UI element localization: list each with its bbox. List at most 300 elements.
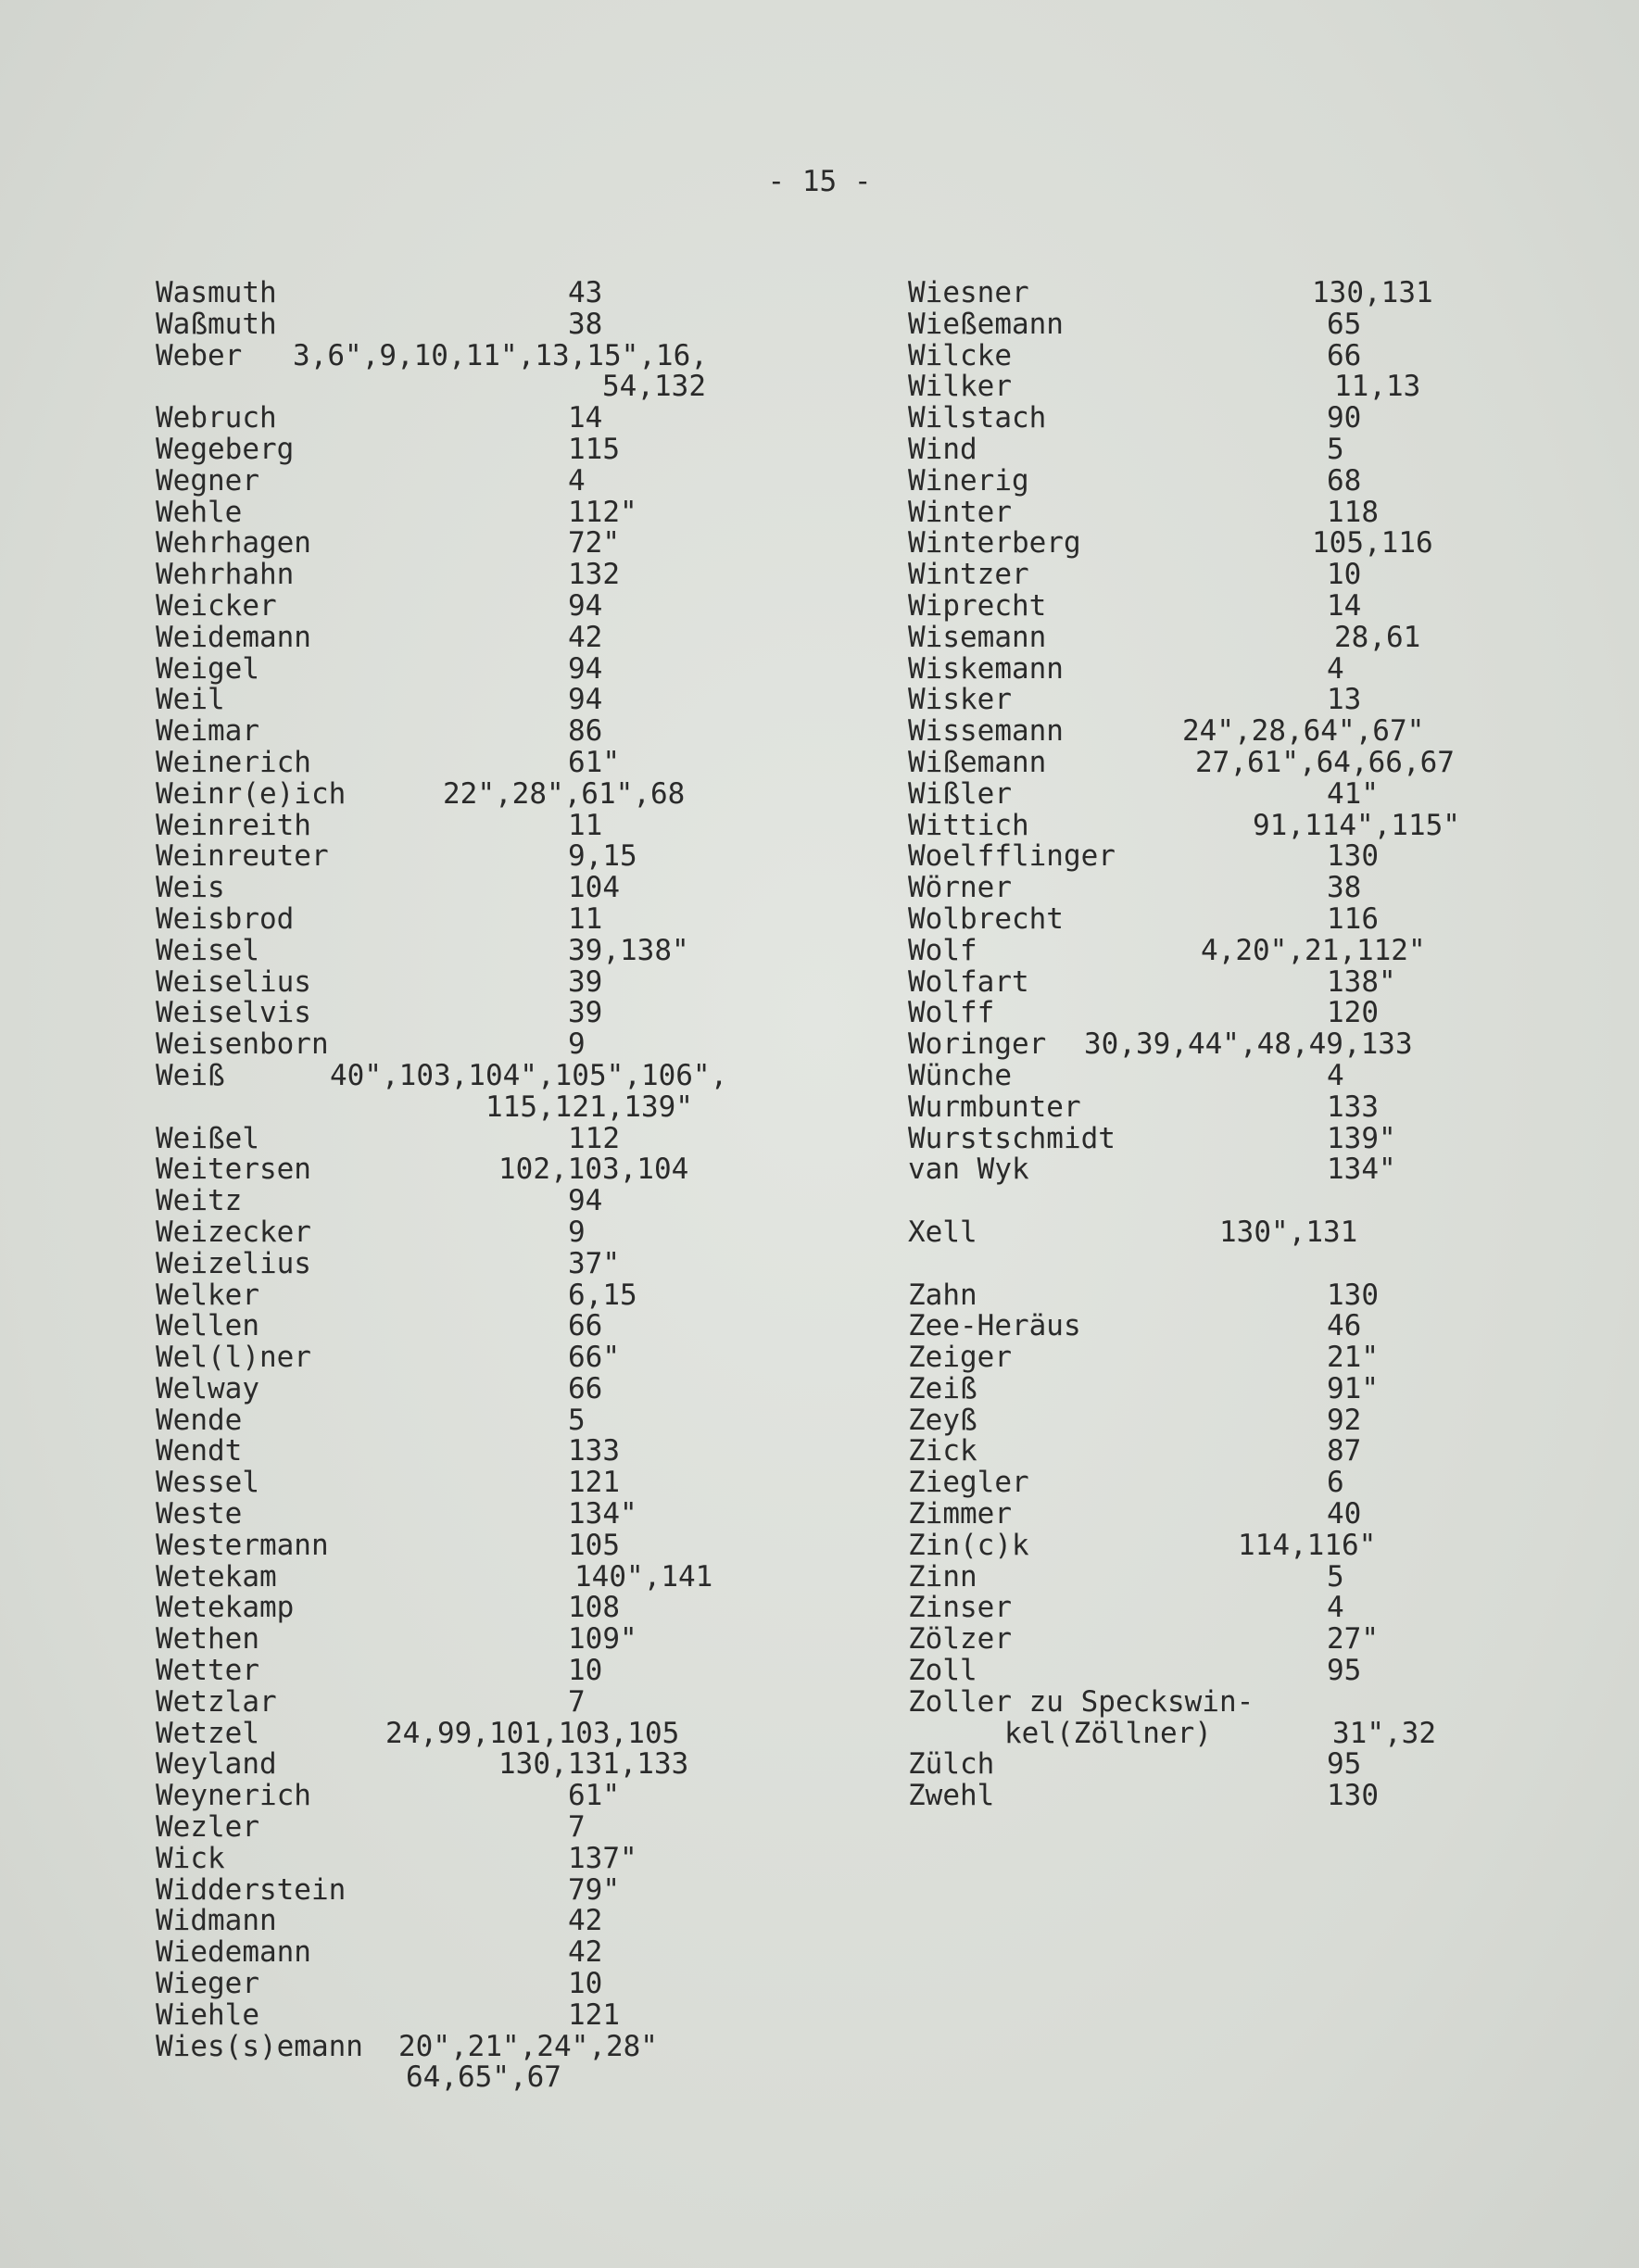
- entry-name: Wetekamp: [156, 1591, 295, 1625]
- entry-name: Zwehl: [908, 1779, 995, 1813]
- index-entry: [908, 685, 1501, 716]
- index-entry: [908, 278, 1501, 309]
- entry-pages: 133: [1327, 1090, 1379, 1124]
- entry-name: Weisel: [156, 933, 259, 967]
- entry-pages: 139": [1327, 1121, 1396, 1155]
- entry-pages: 21": [1327, 1341, 1379, 1375]
- index-entry: [908, 528, 1501, 560]
- entry-pages: 7: [568, 1810, 586, 1845]
- index-entry: [908, 745, 1501, 779]
- entry-pages: 14: [1327, 588, 1362, 623]
- entry-name: Wolfart: [908, 964, 1029, 999]
- entry-name: Wißler: [908, 776, 1012, 811]
- index-entry: [156, 2062, 823, 2094]
- entry-name: Wieger: [156, 1967, 259, 2001]
- entry-name: Wießemann: [908, 307, 1064, 341]
- entry-name: Wel(l)ner: [156, 1341, 311, 1375]
- entry-name: Wiprecht: [908, 588, 1047, 623]
- entry-name: Webruch: [156, 401, 277, 435]
- entry-pages: 3,6",9,10,11",13,15",16,: [293, 338, 708, 372]
- entry-pages: 95: [1327, 1747, 1362, 1782]
- entry-name: Zülch: [908, 1747, 995, 1782]
- index-entry: [156, 1121, 823, 1155]
- index-entry: [156, 841, 823, 873]
- entry-pages: 54,132: [602, 370, 706, 404]
- entry-name: Zick: [908, 1434, 977, 1468]
- entry-name: Wies(s)emann: [156, 2029, 363, 2063]
- entry-name: Wiedemann: [156, 1935, 311, 1970]
- index-entry: [156, 808, 823, 842]
- index-entry: [156, 338, 823, 372]
- entry-name: Wetzlar: [156, 1684, 277, 1719]
- index-entry: [156, 1217, 823, 1249]
- entry-name: Wiehle: [156, 1997, 259, 2032]
- entry-pages: 130: [1327, 839, 1379, 874]
- entry-name: Zimmer: [908, 1497, 1012, 1531]
- index-entry: [156, 278, 823, 309]
- entry-name: Zee-Heräus: [908, 1309, 1081, 1343]
- entry-pages: 4,20",21,112": [1201, 933, 1426, 967]
- entry-name: kel(Zöllner): [1004, 1716, 1212, 1750]
- entry-name: Weitz: [156, 1184, 243, 1218]
- entry-pages: 121: [568, 1466, 620, 1500]
- index-entry: [156, 1969, 823, 2000]
- entry-name: Wendt: [156, 1434, 243, 1468]
- entry-name: Wolff: [908, 996, 995, 1030]
- entry-name: Wilker: [908, 370, 1012, 404]
- entry-pages: 27": [1327, 1622, 1379, 1657]
- index-entry: [156, 933, 823, 967]
- index-entry: [908, 998, 1501, 1029]
- entry-name: Weinerich: [156, 745, 311, 779]
- index-entry: [908, 1559, 1501, 1594]
- entry-name: Wurmbunter: [908, 1090, 1081, 1124]
- index-entry: [156, 745, 823, 779]
- index-entry: [156, 588, 823, 623]
- entry-name: Weinreuter: [156, 839, 329, 874]
- entry-pages: 114,116": [1238, 1528, 1377, 1562]
- entry-pages: 39: [568, 996, 603, 1030]
- entry-name: Zölzer: [908, 1622, 1012, 1657]
- entry-pages: 5: [1327, 432, 1344, 466]
- index-entry: [156, 1906, 823, 1937]
- index-entry: [908, 1121, 1501, 1155]
- entry-pages: 30,39,44",48,49,133: [1084, 1027, 1413, 1062]
- entry-pages: 6: [1327, 1466, 1344, 1500]
- entry-name: Wende: [156, 1403, 243, 1437]
- index-entry: [908, 716, 1501, 748]
- entry-name: Widderstein: [156, 1872, 347, 1907]
- entry-pages: 38: [1327, 871, 1362, 905]
- entry-name: Wittich: [908, 808, 1029, 842]
- entry-pages: 42: [568, 1935, 603, 1970]
- entry-pages: 94: [568, 588, 603, 623]
- entry-name: Welway: [156, 1371, 259, 1405]
- index-entry: [156, 1997, 823, 2032]
- entry-pages: 39: [568, 964, 603, 999]
- index-entry: [156, 1499, 823, 1531]
- entry-pages: 43: [568, 276, 603, 309]
- index-entry: [156, 1280, 823, 1312]
- index-entry: [156, 1029, 823, 1061]
- entry-pages: 66: [568, 1309, 603, 1343]
- index-entry: [908, 1436, 1501, 1468]
- index-entry: [156, 998, 823, 1029]
- entry-pages: 130,131,133: [498, 1747, 689, 1782]
- index-entry: [156, 432, 823, 466]
- index-entry: [908, 495, 1501, 529]
- entry-pages: 121: [568, 1997, 620, 2032]
- entry-pages: 42: [568, 620, 603, 654]
- index-entry: [156, 776, 823, 811]
- entry-pages: 108: [568, 1591, 620, 1625]
- entry-pages: 118: [1327, 495, 1379, 529]
- entry-name: Wisemann: [908, 620, 1047, 654]
- index-entry: [156, 901, 823, 936]
- index-entry: [156, 620, 823, 654]
- index-entry: [156, 1781, 823, 1812]
- index-entry: [908, 1029, 1501, 1061]
- entry-pages: 65: [1327, 307, 1362, 341]
- index-entry: [156, 1092, 823, 1124]
- entry-pages: 5: [568, 1403, 586, 1437]
- entry-name: Weisenborn: [156, 1027, 329, 1062]
- entry-name: Wörner: [908, 871, 1012, 905]
- entry-pages: 37": [568, 1246, 620, 1280]
- entry-pages: 22",28",61",68: [443, 776, 686, 811]
- entry-name: Weiselius: [156, 964, 311, 999]
- entry-pages: 9,15: [568, 839, 637, 874]
- entry-name: Wegeberg: [156, 432, 295, 466]
- entry-pages: 140",141: [574, 1559, 713, 1594]
- entry-name: Wissemann: [908, 714, 1064, 749]
- entry-pages: 92: [1327, 1403, 1362, 1437]
- entry-name: Winter: [908, 495, 1012, 529]
- entry-pages: 109": [568, 1622, 637, 1657]
- entry-name: Wasmuth: [156, 276, 277, 309]
- entry-pages: 40: [1327, 1497, 1362, 1531]
- entry-pages: 14: [568, 401, 603, 435]
- entry-pages: 7: [568, 1684, 586, 1719]
- entry-pages: 90: [1327, 401, 1362, 435]
- index-entry: [908, 651, 1501, 686]
- entry-name: Woelfflinger: [908, 839, 1116, 874]
- entry-pages: 5: [1327, 1559, 1344, 1594]
- entry-name: Wehrhagen: [156, 526, 311, 561]
- entry-pages: 10: [1327, 558, 1362, 592]
- entry-name: Zoll: [908, 1654, 977, 1688]
- entry-pages: 95: [1327, 1654, 1362, 1688]
- index-entry: [156, 1937, 823, 1969]
- index-entry: [908, 1656, 1501, 1687]
- index-entry: [908, 1217, 1501, 1249]
- entry-name: Wethen: [156, 1622, 259, 1657]
- index-entry: [908, 776, 1501, 811]
- entry-pages: 9: [568, 1027, 586, 1062]
- entry-pages: 11: [568, 808, 603, 842]
- entry-pages: 91": [1327, 1371, 1379, 1405]
- index-entry: [908, 432, 1501, 466]
- index-entry: [908, 1405, 1501, 1437]
- entry-pages: 46: [1327, 1309, 1362, 1343]
- index-entry: [156, 716, 823, 748]
- entry-pages: 132: [568, 558, 620, 592]
- entry-pages: 94: [568, 1184, 603, 1218]
- entry-pages: 130",131: [1219, 1215, 1358, 1249]
- entry-name: Wilcke: [908, 338, 1012, 372]
- entry-name: Westermann: [156, 1528, 329, 1562]
- entry-pages: 11,13: [1334, 370, 1421, 404]
- entry-pages: 20",21",24",28": [398, 2029, 658, 2063]
- entry-pages: 130: [1327, 1278, 1379, 1312]
- entry-pages: 10: [568, 1967, 603, 2001]
- index-entry: [908, 933, 1501, 967]
- entry-pages: 13: [1327, 683, 1362, 717]
- entry-name: Weil: [156, 683, 225, 717]
- index-entry: [156, 1058, 823, 1092]
- entry-name: Weste: [156, 1497, 243, 1531]
- entry-pages: 94: [568, 683, 603, 717]
- index-entry: [908, 1684, 1501, 1719]
- page-number: - 15 -: [767, 165, 872, 198]
- index-entry: [156, 1624, 823, 1656]
- entry-name: Welker: [156, 1278, 259, 1312]
- entry-name: Weisbrod: [156, 901, 295, 936]
- index-entry: [156, 1405, 823, 1437]
- index-entry: [908, 1249, 1501, 1280]
- entry-pages: 94: [568, 651, 603, 686]
- entry-pages: 38: [568, 307, 603, 341]
- entry-pages: 66": [568, 1341, 620, 1375]
- index-entry: [908, 873, 1501, 904]
- entry-name: Wurstschmidt: [908, 1121, 1116, 1155]
- entry-pages: 66: [568, 1371, 603, 1405]
- entry-name: Waßmuth: [156, 307, 277, 341]
- entry-name: Ziegler: [908, 1466, 1029, 1500]
- index-entry: [156, 309, 823, 341]
- index-entry: [156, 1342, 823, 1374]
- entry-pages: 134": [1327, 1153, 1396, 1187]
- index-entry: [908, 403, 1501, 435]
- index-entry: [908, 1468, 1501, 1499]
- entry-pages: 105,116: [1312, 526, 1433, 561]
- entry-name: Weinr(e)ich: [156, 776, 347, 811]
- entry-pages: 28,61: [1334, 620, 1421, 654]
- index-entry: [908, 309, 1501, 341]
- entry-name: Zinn: [908, 1559, 977, 1594]
- entry-name: Wick: [156, 1841, 225, 1875]
- index-entry: [908, 1342, 1501, 1374]
- index-entry: [908, 1528, 1501, 1562]
- index-entry: [156, 1154, 823, 1186]
- index-entry: [156, 560, 823, 591]
- entry-name: Wolbrecht: [908, 901, 1064, 936]
- entry-name: Weiselvis: [156, 996, 311, 1030]
- index-entry: [156, 873, 823, 904]
- entry-pages: 10: [568, 1654, 603, 1688]
- entry-name: Weidemann: [156, 620, 311, 654]
- entry-name: Xell: [908, 1215, 977, 1249]
- entry-name: Weizecker: [156, 1215, 311, 1249]
- index-entry: [156, 495, 823, 529]
- entry-name: Weber: [156, 338, 243, 372]
- entry-pages: 68: [1327, 463, 1362, 498]
- entry-name: Wegner: [156, 463, 259, 498]
- entry-name: Wolf: [908, 933, 977, 967]
- entry-name: Weitersen: [156, 1153, 311, 1187]
- entry-pages: 39,138": [568, 933, 689, 967]
- entry-name: Weißel: [156, 1121, 259, 1155]
- index-entry: [908, 964, 1501, 999]
- index-entry: [156, 651, 823, 686]
- entry-pages: 115,121,139": [485, 1090, 693, 1124]
- entry-pages: 115: [568, 432, 620, 466]
- entry-pages: 61": [568, 745, 620, 779]
- index-entry: [908, 1499, 1501, 1531]
- entry-name: Zoller zu Speckswin-: [908, 1684, 1254, 1719]
- entry-name: Wehle: [156, 495, 243, 529]
- index-entry: [908, 620, 1501, 654]
- entry-pages: 116: [1327, 901, 1379, 936]
- entry-name: Wintzer: [908, 558, 1029, 592]
- entry-pages: 9: [568, 1215, 586, 1249]
- entry-name: Weicker: [156, 588, 277, 623]
- index-entry: [156, 1528, 823, 1562]
- entry-name: Wind: [908, 432, 977, 466]
- entry-name: van Wyk: [908, 1153, 1029, 1187]
- entry-name: Wetekam: [156, 1559, 277, 1594]
- entry-pages: 24,99,101,103,105: [385, 1716, 680, 1750]
- entry-pages: 40",103,104",105",106",: [330, 1058, 728, 1092]
- index-entry: [908, 1781, 1501, 1812]
- entry-pages: 112": [568, 495, 637, 529]
- index-entry: [908, 560, 1501, 591]
- index-entry: [156, 1749, 823, 1781]
- index-entry: [908, 1716, 1501, 1750]
- entry-name: Zin(c)k: [908, 1528, 1029, 1562]
- index-entry: [908, 901, 1501, 936]
- entry-name: Weyland: [156, 1747, 277, 1782]
- index-entry: [908, 1624, 1501, 1656]
- entry-name: Widmann: [156, 1904, 277, 1938]
- index-entry: [156, 1841, 823, 1875]
- index-entry: [908, 1371, 1501, 1405]
- entry-name: Wetzel: [156, 1716, 259, 1750]
- index-entry: [156, 403, 823, 435]
- entry-pages: 66: [1327, 338, 1362, 372]
- entry-name: Wessel: [156, 1466, 259, 1500]
- entry-pages: 79": [568, 1872, 620, 1907]
- entry-pages: 134": [568, 1497, 637, 1531]
- entry-name: Woringer: [908, 1027, 1047, 1062]
- index-entry: [156, 528, 823, 560]
- index-entry: [156, 1246, 823, 1280]
- entry-pages: 102,103,104: [498, 1153, 689, 1187]
- entry-pages: 138": [1327, 964, 1396, 999]
- entry-pages: 6,15: [568, 1278, 637, 1312]
- entry-pages: 27,61",64,66,67: [1195, 745, 1455, 779]
- entry-name: Wilstach: [908, 401, 1047, 435]
- entry-name: Weimar: [156, 714, 259, 749]
- index-entry: [156, 372, 823, 403]
- entry-pages: 112: [568, 1121, 620, 1155]
- entry-pages: 4: [1327, 1591, 1344, 1625]
- index-entry: [908, 1749, 1501, 1781]
- entry-pages: 61": [568, 1779, 620, 1813]
- index-entry: [908, 1280, 1501, 1312]
- entry-name: Weiß: [156, 1058, 225, 1092]
- entry-pages: 64,65",67: [406, 2060, 561, 2095]
- index-column-right: [908, 278, 1501, 1812]
- entry-pages: 4: [1327, 1058, 1344, 1092]
- index-entry: [156, 1186, 823, 1217]
- index-entry: [156, 1872, 823, 1907]
- entry-name: Weizelius: [156, 1246, 311, 1280]
- entry-pages: 133: [568, 1434, 620, 1468]
- entry-name: Wißemann: [908, 745, 1047, 779]
- entry-name: Zahn: [908, 1278, 977, 1312]
- entry-pages: 87: [1327, 1434, 1362, 1468]
- index-entry: [908, 1186, 1501, 1217]
- index-entry: [156, 1593, 823, 1624]
- entry-name: Wetter: [156, 1654, 259, 1688]
- index-entry: [908, 1593, 1501, 1624]
- index-entry: [908, 588, 1501, 623]
- entry-name: Wellen: [156, 1309, 259, 1343]
- entry-name: Wezler: [156, 1810, 259, 1845]
- entry-pages: 120: [1327, 996, 1379, 1030]
- index-column-left: [156, 278, 823, 2094]
- entry-name: Weinreith: [156, 808, 311, 842]
- entry-name: Wiesner: [908, 276, 1029, 309]
- entry-name: Wehrhahn: [156, 558, 295, 592]
- index-entry: [156, 2029, 823, 2063]
- index-entry: [156, 1684, 823, 1719]
- index-entry: [156, 1656, 823, 1687]
- entry-pages: 31",32: [1332, 1716, 1436, 1750]
- entry-name: Winerig: [908, 463, 1029, 498]
- entry-pages: 105: [568, 1528, 620, 1562]
- index-entry: [908, 808, 1501, 842]
- index-entry: [908, 1311, 1501, 1342]
- entry-name: Wiskemann: [908, 651, 1064, 686]
- index-entry: [908, 463, 1501, 498]
- entry-name: Winterberg: [908, 526, 1081, 561]
- entry-name: Zeyß: [908, 1403, 977, 1437]
- entry-name: Wisker: [908, 683, 1012, 717]
- entry-name: Weis: [156, 871, 225, 905]
- index-entry: [156, 463, 823, 498]
- index-entry: [908, 338, 1501, 372]
- entry-pages: 72": [568, 526, 620, 561]
- index-entry: [156, 1311, 823, 1342]
- entry-name: Zinser: [908, 1591, 1012, 1625]
- index-entry: [908, 1154, 1501, 1186]
- entry-name: Zeiger: [908, 1341, 1012, 1375]
- index-entry: [156, 1812, 823, 1844]
- entry-pages: 86: [568, 714, 603, 749]
- index-entry: [156, 1468, 823, 1499]
- entry-name: Weigel: [156, 651, 259, 686]
- entry-pages: 42: [568, 1904, 603, 1938]
- index-entry: [908, 372, 1501, 403]
- index-entry: [908, 1092, 1501, 1124]
- index-entry: [156, 1371, 823, 1405]
- entry-pages: 4: [568, 463, 586, 498]
- entry-pages: 104: [568, 871, 620, 905]
- index-entry: [908, 841, 1501, 873]
- entry-name: Zeiß: [908, 1371, 977, 1405]
